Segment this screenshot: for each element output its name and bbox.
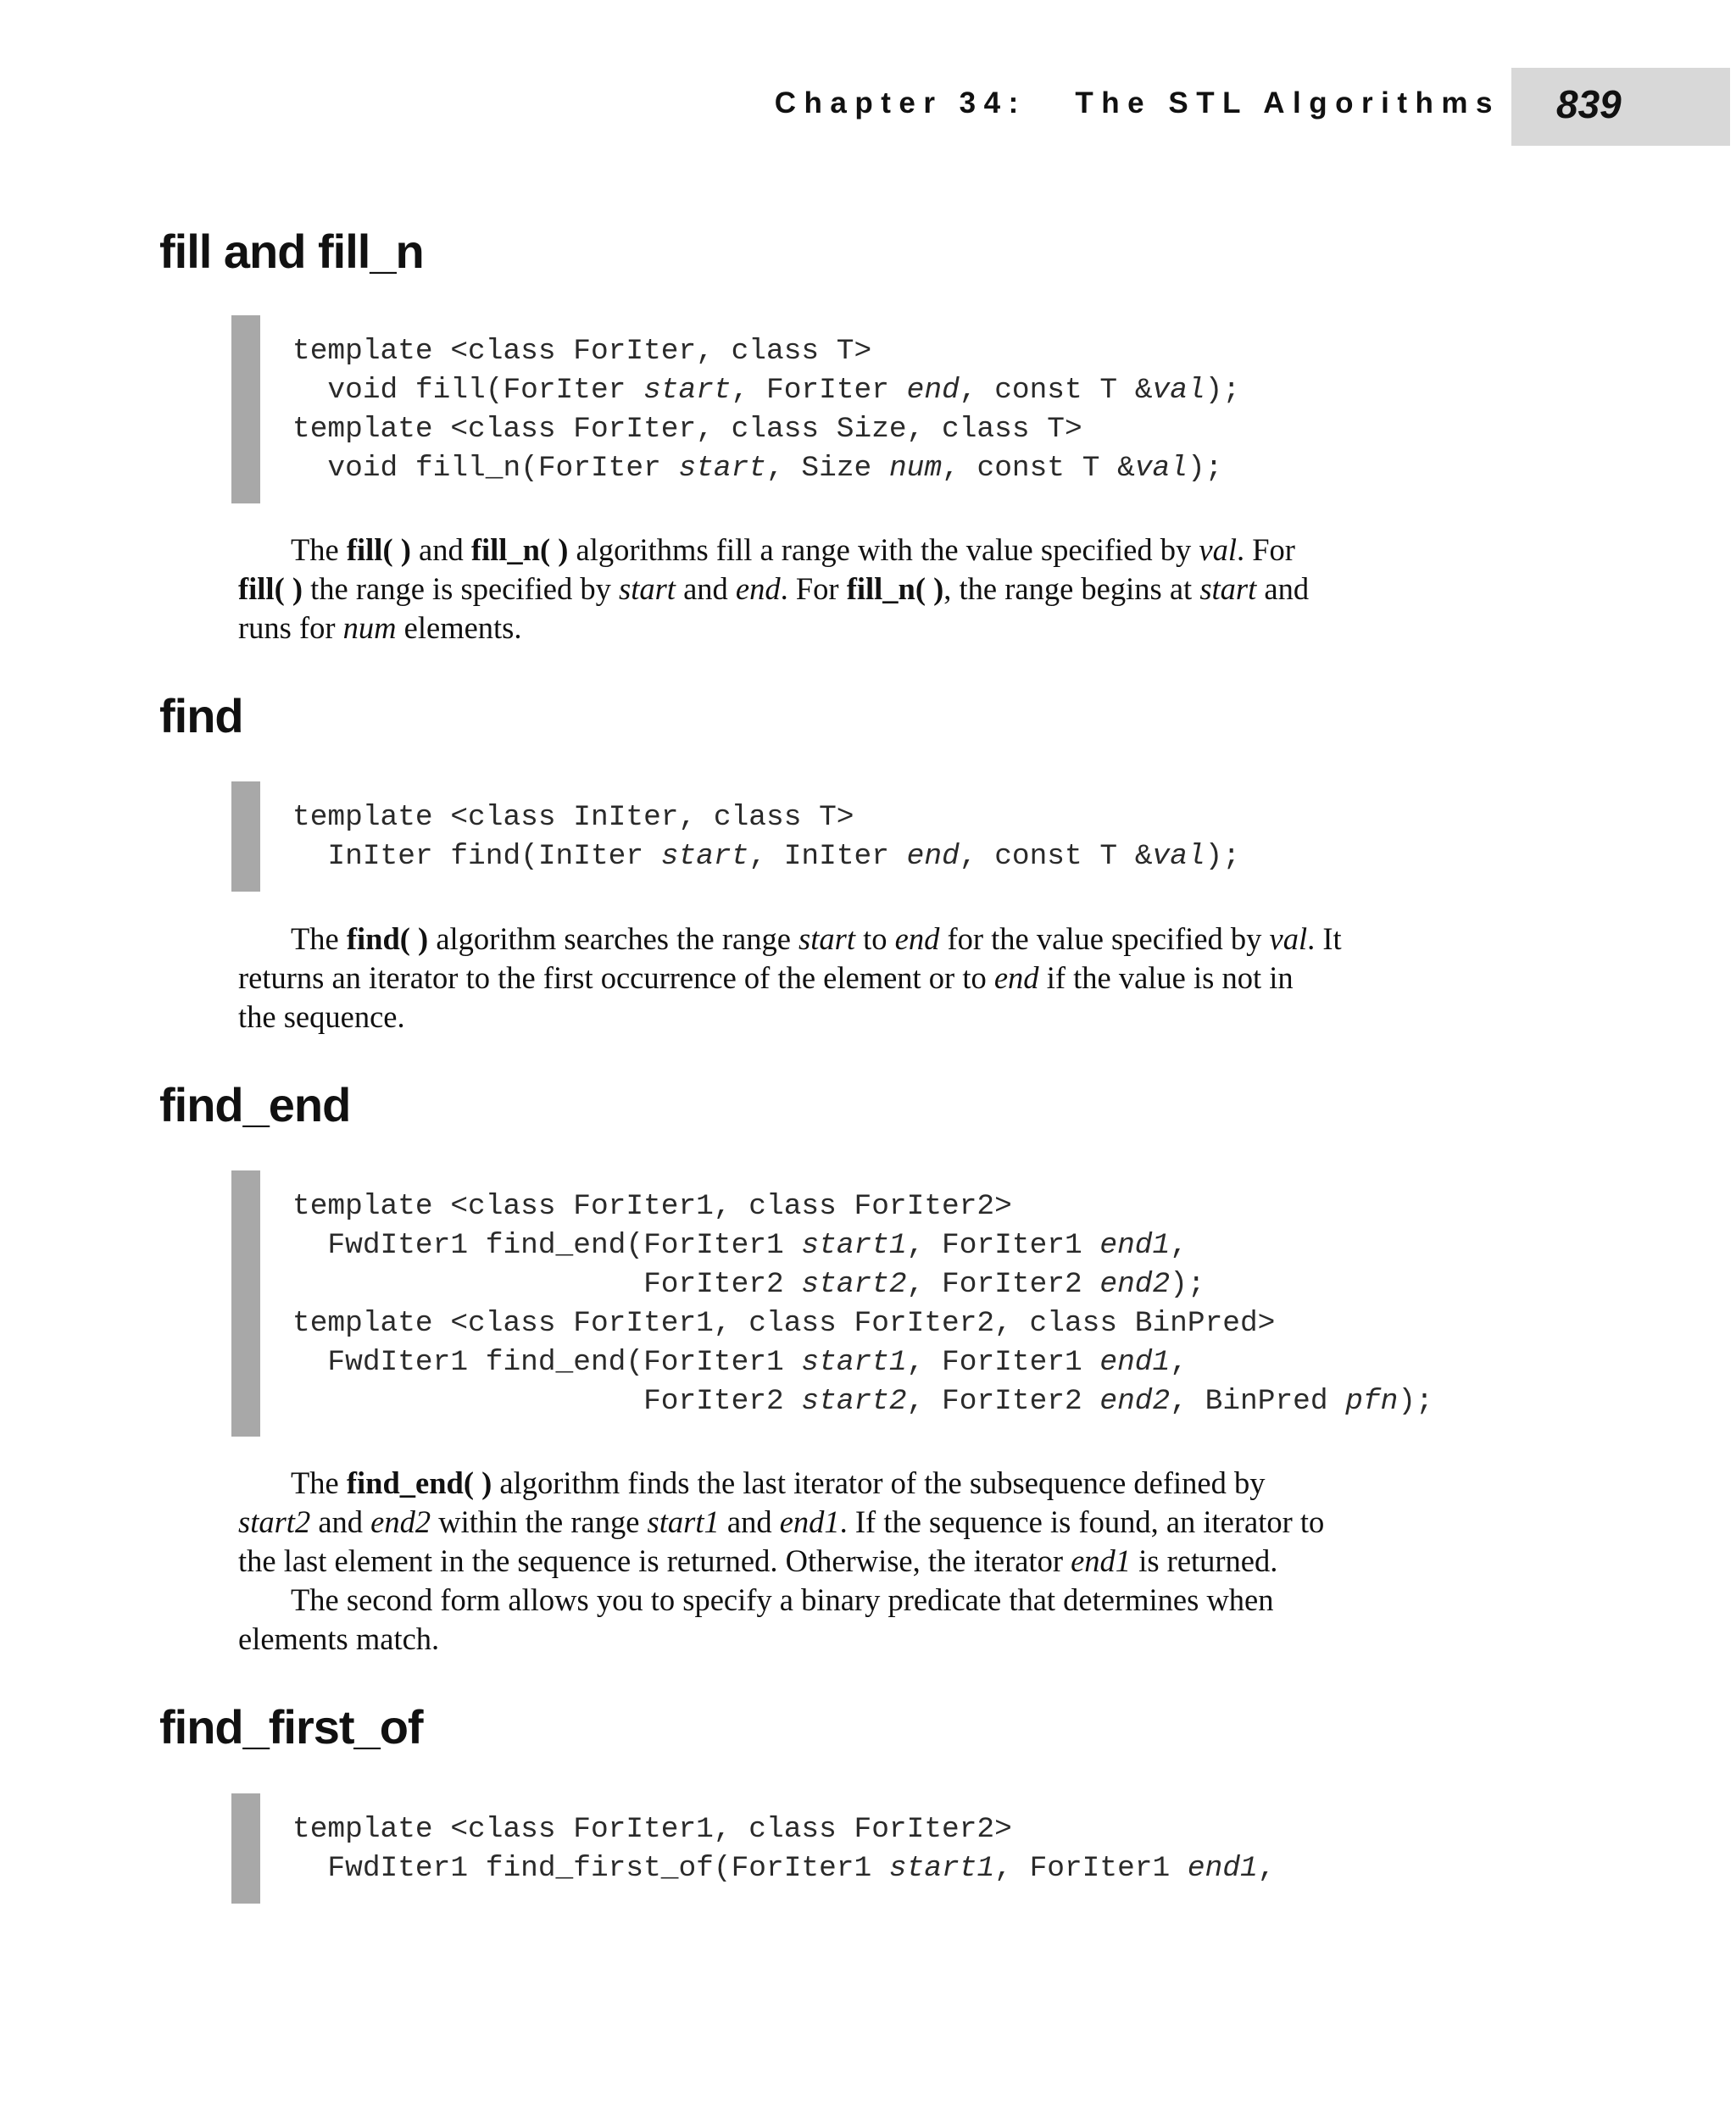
code-line: ForIter2 start2, ForIter2 end2);: [292, 1268, 1205, 1301]
code-line: template <class ForIter, class Size, class T>: [292, 413, 1082, 446]
code-line: template <class InIter, class T>: [292, 801, 854, 834]
code-line: void fill_n(ForIter start, Size num, const T &val);: [292, 452, 1223, 485]
section-heading-find-first-of: find_first_of: [159, 1700, 423, 1754]
code-listing: [292, 332, 1240, 488]
code-line: FwdIter1 find_end(ForIter1 start1, ForIter1 end1,: [292, 1346, 1188, 1379]
code-bar: [231, 781, 260, 892]
code-line: template <class ForIter1, class ForIter2>: [292, 1190, 1012, 1223]
code-bar: [231, 315, 260, 503]
section-heading-find-end: find_end: [159, 1078, 351, 1131]
code-line: FwdIter1 find_end(ForIter1 start1, ForIter1 end1,: [292, 1229, 1188, 1262]
code-listing: [292, 1810, 1275, 1888]
page-number: 839: [1556, 82, 1622, 126]
code-line: template <class ForIter1, class ForIter2>: [292, 1813, 1012, 1846]
code-bar: [231, 1793, 260, 1904]
code-line: void fill(ForIter start, ForIter end, const T &val);: [292, 374, 1241, 407]
code-line: FwdIter1 find_first_of(ForIter1 start1, ForIter1 end1,: [292, 1852, 1276, 1885]
section-heading-fill: fill and fill_n: [159, 225, 424, 278]
code-listing: [292, 798, 1240, 876]
paragraph-find: The find( ) algorithm searches the range start to end for the value specified by val. It returns an iterator to the first occurrence of the element or to end if the value is not in the sequence.: [238, 921, 1342, 1034]
paragraph-fill: The fill( ) and fill_n( ) algorithms fill a range with the value specified by val. For fill( ) the range is specified by start and end. For fill_n( ), the range begins at start and runs for num elements.: [238, 532, 1310, 645]
code-line: InIter find(InIter start, InIter end, const T &val);: [292, 840, 1241, 873]
paragraph-find-end: The find_end( ) algorithm finds the last iterator of the subsequence defined by start2 and end2 within the range start1 and end1. If the sequence is found, an iterator to the last element in the sequence is returned. Otherwise, the iterator end1 is returned. The second form allows you to specify a binary predicate that determines when elements match.: [238, 1465, 1325, 1656]
code-bar: [231, 1170, 260, 1437]
code-line: ForIter2 start2, ForIter2 end2, BinPred pfn);: [292, 1385, 1433, 1418]
code-line: template <class ForIter1, class ForIter2, class BinPred>: [292, 1307, 1276, 1340]
code-listing: [292, 1187, 1433, 1421]
section-heading-find: find: [159, 689, 243, 742]
chapter-title: Chapter 34: The STL Algorithms: [774, 86, 1500, 120]
code-line: template <class ForIter, class T>: [292, 335, 872, 368]
